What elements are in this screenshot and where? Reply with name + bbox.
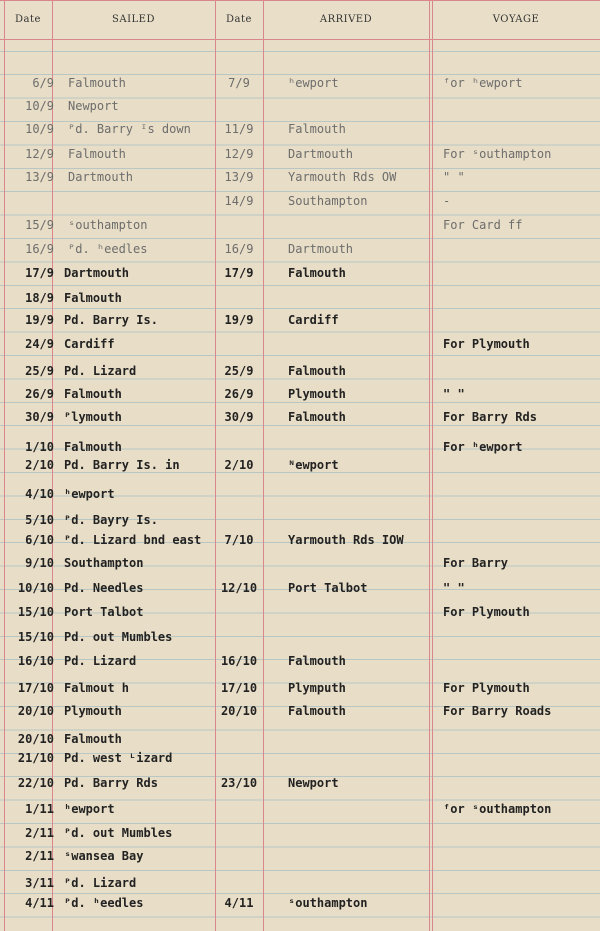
sailed-place: Pd. Barry Is. in bbox=[64, 458, 180, 472]
sailed-date: 20/10 bbox=[17, 732, 54, 746]
arrived-place: Dartmouth bbox=[288, 147, 354, 161]
sailed-date: 1/11 bbox=[25, 802, 54, 816]
sailed-date: 15/9 bbox=[25, 218, 54, 232]
sailed-place: Pd. Barry Is. bbox=[64, 313, 158, 327]
sailed-place: Pd. out Mumbles bbox=[64, 630, 173, 644]
sailed-date: 18/9 bbox=[25, 291, 54, 305]
sailed-place: Pd. west ᴸizard bbox=[64, 751, 173, 765]
col-rule-6 bbox=[432, 0, 433, 931]
col-rule-5 bbox=[429, 0, 430, 931]
arrived-date: 7/10 bbox=[224, 533, 254, 547]
arrived-place: Falmouth bbox=[288, 364, 346, 378]
sailed-date: 19/9 bbox=[25, 313, 54, 327]
arrived-place: Yarmouth Rds IOW bbox=[288, 533, 404, 547]
arrived-place: Newport bbox=[288, 776, 339, 790]
sailed-date: 6/9 bbox=[32, 76, 54, 90]
sailed-date: 4/11 bbox=[25, 896, 54, 910]
sailed-place: Pd. Barry Rds bbox=[64, 776, 158, 790]
sailed-place: Pd. Lizard bbox=[64, 654, 137, 668]
header-date-arrived: Date bbox=[226, 14, 252, 25]
arrived-date: 14/9 bbox=[224, 194, 254, 208]
sailed-date: 10/9 bbox=[25, 122, 54, 136]
col-rule-4 bbox=[263, 0, 264, 931]
sailed-place: Pd. Needles bbox=[64, 581, 144, 595]
sailed-date: 10/9 bbox=[25, 99, 54, 113]
sailed-date: 4/10 bbox=[25, 487, 54, 501]
voyage-note: For ˢouthampton bbox=[443, 147, 552, 161]
sailed-place: ᴾd. Lizard bbox=[64, 876, 137, 890]
arrived-date: 23/10 bbox=[220, 776, 258, 790]
sailed-date: 2/10 bbox=[25, 458, 54, 472]
sailed-place: Dartmouth bbox=[64, 266, 130, 280]
sailed-date: 17/10 bbox=[17, 681, 54, 695]
arrived-date: 11/9 bbox=[224, 122, 254, 136]
header-voyage: VOYAGE bbox=[492, 14, 540, 25]
arrived-date: 16/10 bbox=[220, 654, 258, 668]
top-rule bbox=[0, 0, 600, 1]
sailed-date: 26/9 bbox=[25, 387, 54, 401]
sailed-date: 2/11 bbox=[25, 826, 54, 840]
voyage-note: - bbox=[443, 194, 451, 208]
sailed-place: ᴾd. ʰeedles bbox=[64, 896, 144, 910]
voyage-note: " " bbox=[443, 387, 465, 401]
sailed-date: 20/10 bbox=[17, 704, 54, 718]
sailed-place: Dartmouth bbox=[68, 170, 134, 184]
arrived-place: ˢouthampton bbox=[288, 896, 368, 910]
sailed-place: Falmouth bbox=[64, 387, 122, 401]
header-arrived: ARRIVED bbox=[319, 14, 373, 25]
arrived-place: Falmouth bbox=[288, 266, 346, 280]
arrived-place: Plymouth bbox=[288, 387, 346, 401]
arrived-date: 2/10 bbox=[224, 458, 254, 472]
voyage-note: For Plymouth bbox=[443, 337, 530, 351]
sailed-place: Falmouth bbox=[64, 440, 122, 454]
sailed-place: ᴾd. Lizard bnd east bbox=[64, 533, 202, 547]
arrived-date: 26/9 bbox=[224, 387, 254, 401]
arrived-place: ᴺewport bbox=[288, 458, 339, 472]
sailed-place: Southampton bbox=[64, 556, 144, 570]
sailed-place: Plymouth bbox=[64, 704, 122, 718]
arrived-place: Falmouth bbox=[288, 654, 346, 668]
header-sailed: SAILED bbox=[112, 14, 155, 25]
arrived-place: Dartmouth bbox=[288, 242, 354, 256]
sailed-place: ᴾd. Bayry Is. bbox=[64, 513, 158, 527]
sailed-place: ᴾd. Barry ᴵs down bbox=[68, 122, 191, 136]
sailed-date: 10/10 bbox=[17, 581, 54, 595]
voyage-note: For Plymouth bbox=[443, 605, 530, 619]
arrived-date: 12/9 bbox=[224, 147, 254, 161]
sailed-place: ˢouthampton bbox=[68, 218, 148, 232]
sailed-date: 16/10 bbox=[17, 654, 54, 668]
arrived-date: 16/9 bbox=[224, 242, 254, 256]
arrived-date: 4/11 bbox=[224, 896, 254, 910]
sailed-place: ᴾlymouth bbox=[64, 410, 122, 424]
sailed-date: 17/9 bbox=[25, 266, 54, 280]
sailed-place: ʰewport bbox=[64, 802, 115, 816]
voyage-note: " " bbox=[443, 581, 465, 595]
arrived-place: Falmouth bbox=[288, 122, 346, 136]
sailed-place: Falmout h bbox=[64, 681, 130, 695]
sailed-date: 9/10 bbox=[25, 556, 54, 570]
arrived-place: Yarmouth Rds OW bbox=[288, 170, 397, 184]
sailed-place: ᴾd. out Mumbles bbox=[64, 826, 173, 840]
arrived-place: Southampton bbox=[288, 194, 368, 208]
sailed-date: 2/11 bbox=[25, 849, 54, 863]
sailed-place: ˢwansea Bay bbox=[64, 849, 144, 863]
arrived-date: 12/10 bbox=[220, 581, 258, 595]
sailed-date: 30/9 bbox=[25, 410, 54, 424]
sailed-date: 3/11 bbox=[25, 876, 54, 890]
header-date-sailed: Date bbox=[15, 14, 41, 25]
sailed-date: 21/10 bbox=[17, 751, 54, 765]
arrived-date: 7/9 bbox=[228, 76, 250, 90]
sailed-date: 16/9 bbox=[25, 242, 54, 256]
sailed-date: 22/10 bbox=[17, 776, 54, 790]
arrived-place: Falmouth bbox=[288, 704, 346, 718]
sailed-date: 25/9 bbox=[25, 364, 54, 378]
sailed-date: 5/10 bbox=[25, 513, 54, 527]
arrived-place: Plymputh bbox=[288, 681, 346, 695]
sailed-place: ʰewport bbox=[64, 487, 115, 501]
sailed-date: 6/10 bbox=[25, 533, 54, 547]
arrived-place: Falmouth bbox=[288, 410, 346, 424]
sailed-place: Falmouth bbox=[64, 732, 122, 746]
voyage-note: For ʰewport bbox=[443, 440, 523, 454]
voyage-note: For Plymouth bbox=[443, 681, 530, 695]
arrived-date: 17/10 bbox=[220, 681, 258, 695]
voyage-note: " " bbox=[443, 170, 465, 184]
voyage-note: For Barry Rds bbox=[443, 410, 537, 424]
voyage-note: For Card ff bbox=[443, 218, 523, 232]
sailed-date: 12/9 bbox=[25, 147, 54, 161]
sailed-place: Cardiff bbox=[64, 337, 115, 351]
voyage-note: For Barry bbox=[443, 556, 509, 570]
sailed-place: Pd. Lizard bbox=[64, 364, 137, 378]
arrived-place: ʰewport bbox=[288, 76, 339, 90]
sailed-place: Falmouth bbox=[68, 147, 126, 161]
arrived-place: Port Talbot bbox=[288, 581, 368, 595]
sailed-place: Newport bbox=[68, 99, 119, 113]
arrived-date: 25/9 bbox=[224, 364, 254, 378]
arrived-place: Cardiff bbox=[288, 313, 339, 327]
sailed-place: ᴾd. ʰeedles bbox=[68, 242, 148, 256]
sailed-place: Falmouth bbox=[68, 76, 126, 90]
header-rule bbox=[0, 39, 600, 40]
voyage-note: ᶠor ˢouthampton bbox=[443, 802, 552, 816]
voyage-note: ᶠor ʰewport bbox=[443, 76, 523, 90]
sailed-date: 24/9 bbox=[25, 337, 54, 351]
arrived-date: 17/9 bbox=[224, 266, 254, 280]
sailed-place: Falmouth bbox=[64, 291, 122, 305]
sailed-date: 15/10 bbox=[17, 630, 54, 644]
sailed-date: 15/10 bbox=[17, 605, 54, 619]
voyage-note: For Barry Roads bbox=[443, 704, 552, 718]
sailed-date: 1/10 bbox=[25, 440, 54, 454]
sailed-date: 13/9 bbox=[25, 170, 54, 184]
arrived-date: 30/9 bbox=[224, 410, 254, 424]
arrived-date: 19/9 bbox=[224, 313, 254, 327]
arrived-date: 13/9 bbox=[224, 170, 254, 184]
sailed-place: Port Talbot bbox=[64, 605, 144, 619]
arrived-date: 20/10 bbox=[220, 704, 258, 718]
